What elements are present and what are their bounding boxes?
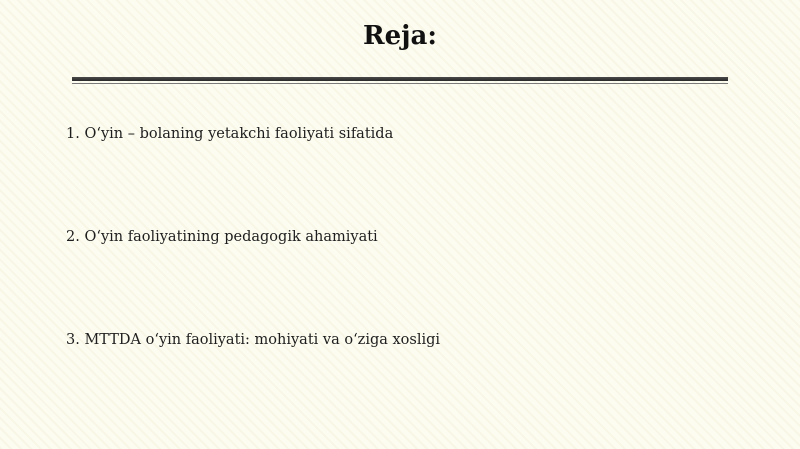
plan-item-3: 3. MTTDA o‘yin faoliyati: mohiyati va o‘ziga xosligi: [66, 332, 441, 348]
plan-item-1: 1. O‘yin – bolaning yetakchi faoliyati sifatida: [66, 126, 394, 142]
slide-title: Reja:: [362, 21, 437, 51]
divider-thick-line: [72, 77, 728, 81]
title-divider: [72, 77, 728, 86]
divider-thin-line: [72, 83, 728, 84]
plan-item-2: 2. O‘yin faoliyatining pedagogik ahamiyati: [66, 229, 378, 245]
